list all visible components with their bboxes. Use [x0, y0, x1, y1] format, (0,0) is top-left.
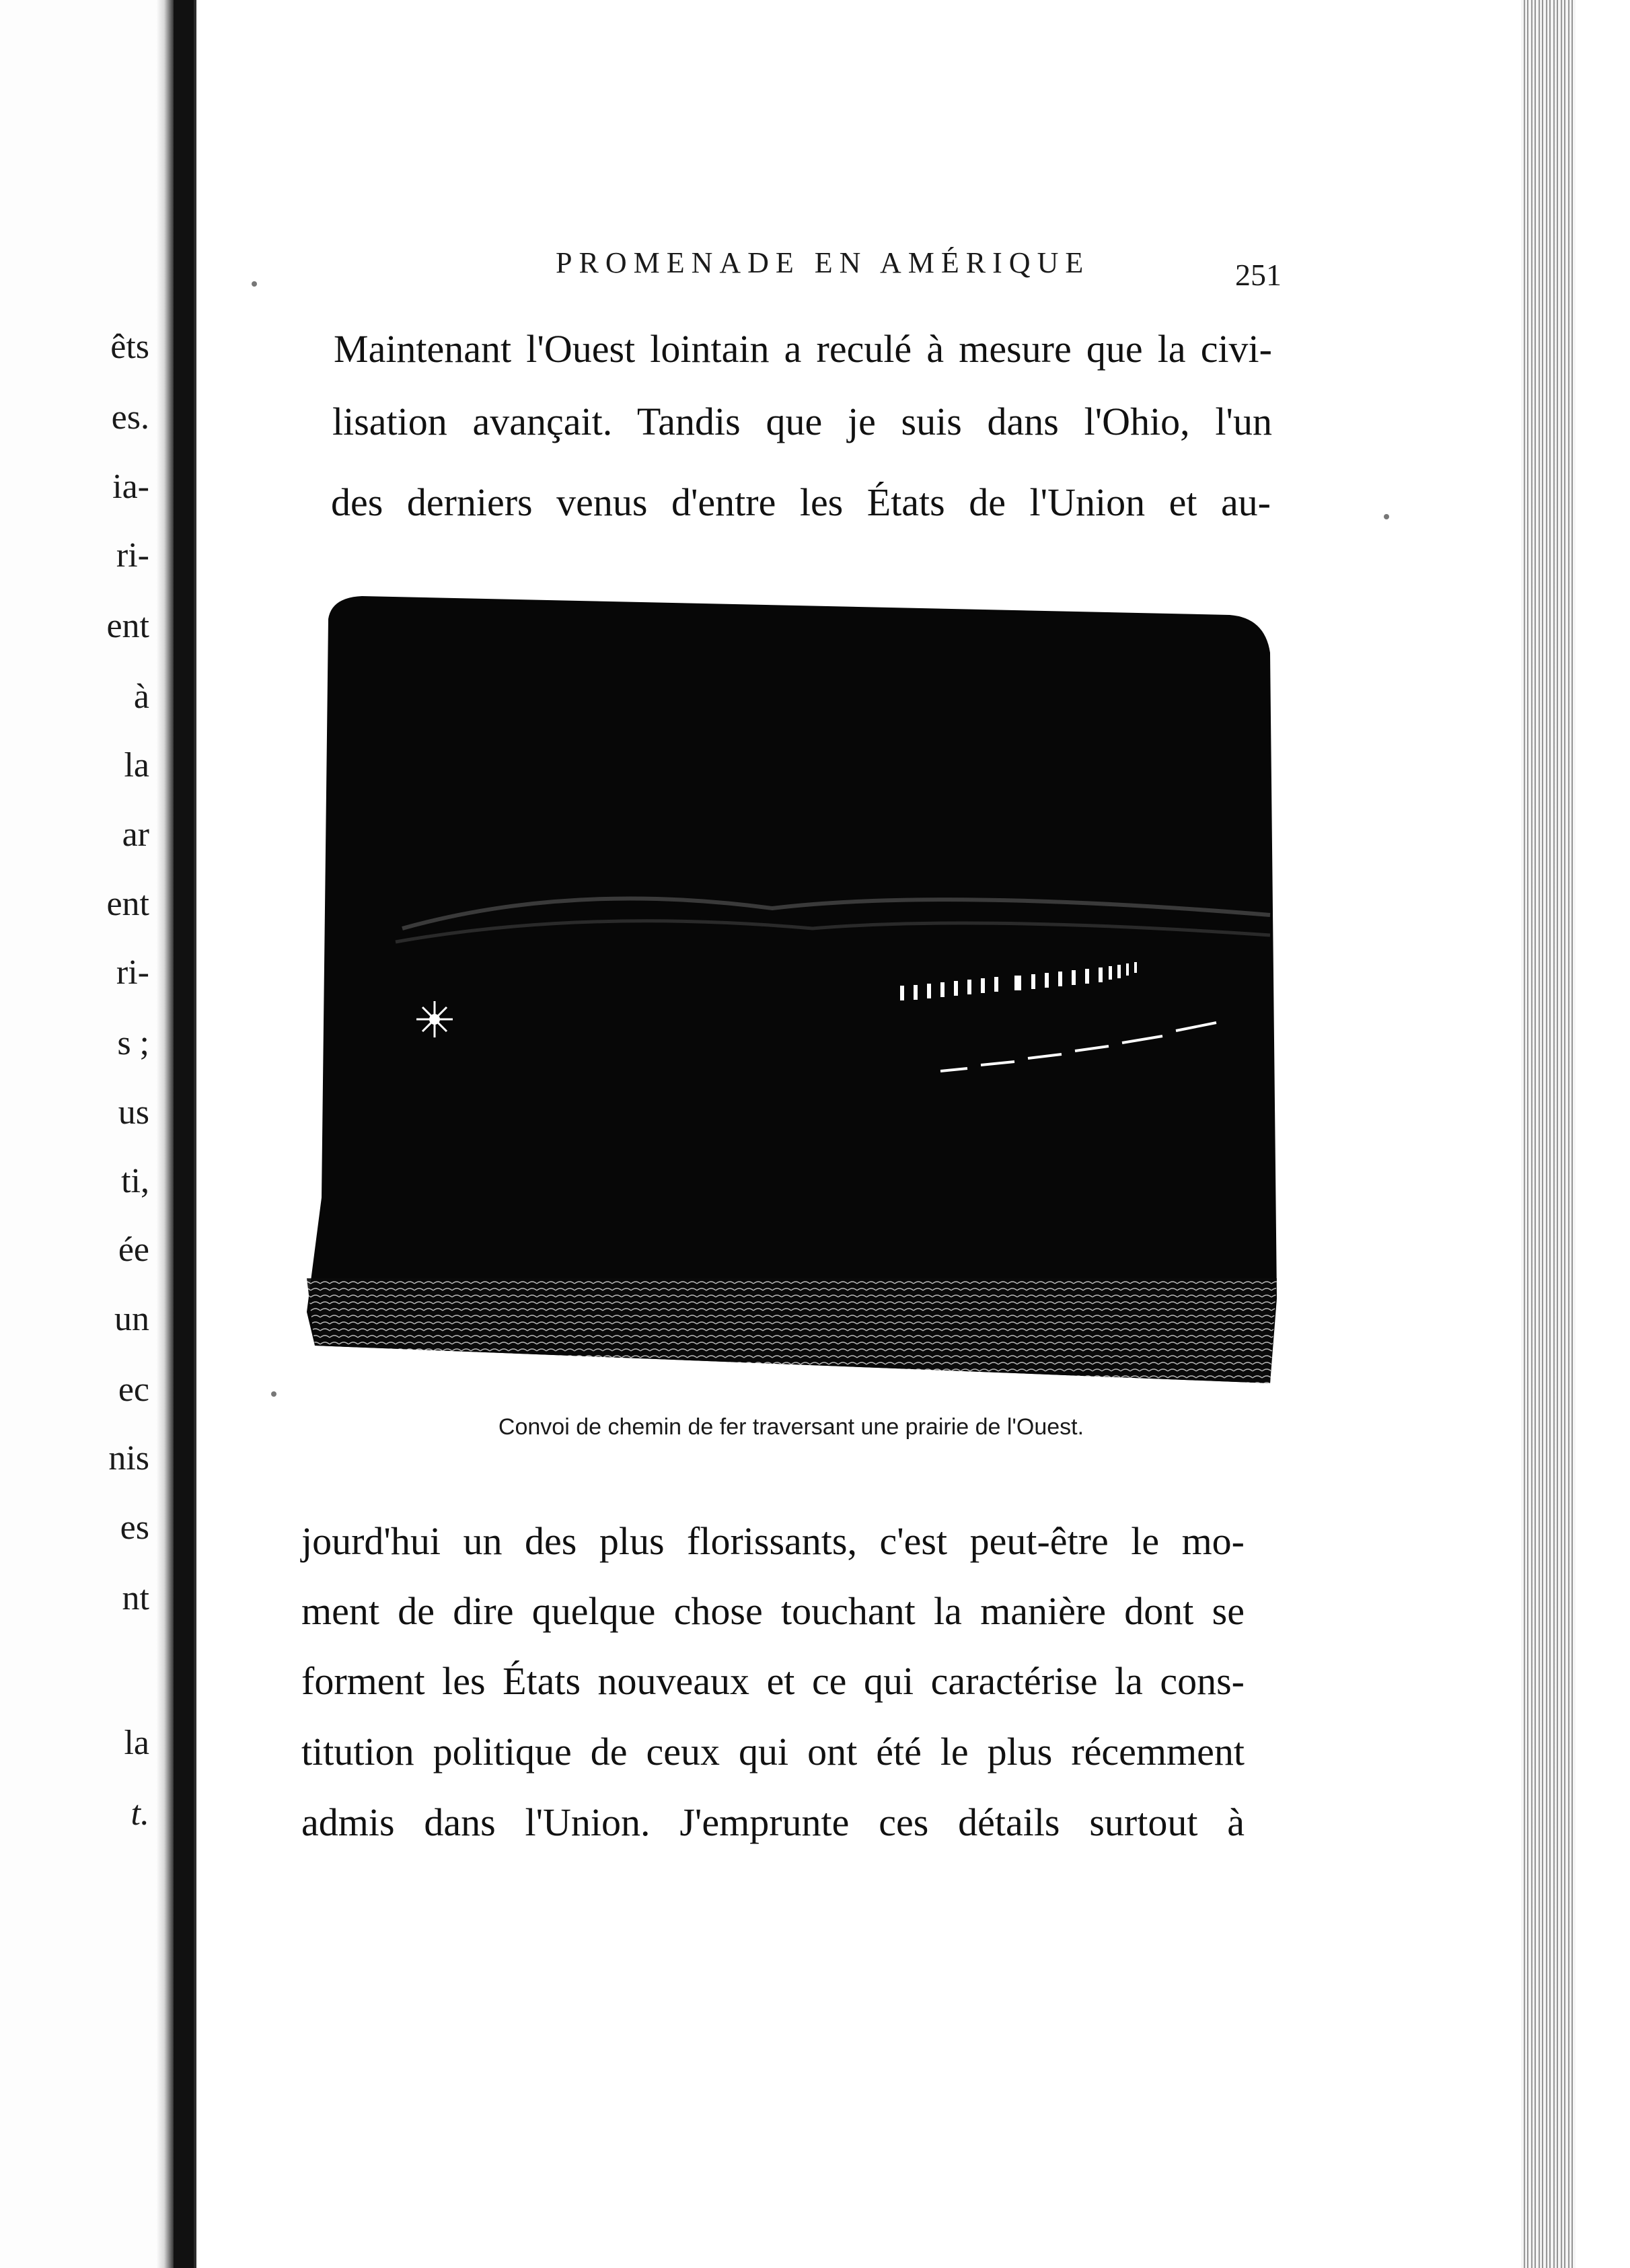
margin-fragment: s ;	[117, 1024, 149, 1062]
text-line: jourd'hui un des plus florissants, c'est peut-être le mo-	[301, 1519, 1245, 1563]
text-line: lisation avançait. Tandis que je suis dans l'Ohio, l'un	[332, 400, 1272, 443]
margin-fragment: t.	[131, 1794, 149, 1833]
margin-fragment: la	[124, 746, 149, 784]
figure-caption: Convoi de chemin de fer traversant une prairie de l'Ouest.	[498, 1414, 1084, 1440]
scan-speck	[1384, 514, 1389, 519]
margin-fragment: un	[114, 1300, 149, 1338]
margin-fragment: es	[120, 1508, 149, 1547]
running-head: PROMENADE EN AMÉRIQUE	[556, 246, 1090, 279]
margin-fragment: la	[124, 1724, 149, 1762]
margin-fragment: ia-	[112, 468, 149, 506]
text-line: admis dans l'Union. J'emprunte ces détails surtout à	[301, 1800, 1245, 1844]
margin-fragment: us	[118, 1093, 149, 1132]
margin-fragment: nis	[108, 1439, 149, 1477]
scan-speck	[252, 281, 257, 287]
margin-fragment: ri-	[116, 536, 149, 575]
scan-speck	[271, 1391, 276, 1397]
margin-fragment: nt	[122, 1579, 149, 1617]
page-stack-edge	[1521, 0, 1576, 2268]
text-line: ment de dire quelque chose touchant la manière dont se	[301, 1589, 1245, 1633]
text-line: Maintenant l'Ouest lointain a reculé à mesure que la civi-	[334, 327, 1272, 371]
page-number: 251	[1235, 258, 1282, 292]
margin-fragment: êts	[110, 328, 149, 366]
margin-fragment: es.	[111, 398, 149, 437]
margin-fragment: ec	[118, 1370, 149, 1409]
margin-fragment: ri-	[116, 953, 149, 992]
margin-fragment: ent	[106, 885, 149, 923]
margin-fragment: ent	[106, 607, 149, 645]
text-line: titution politique de ceux qui ont été le plus récemment	[301, 1730, 1245, 1773]
text-line: des derniers venus d'entre les États de l'Union et au-	[331, 480, 1271, 524]
engraving-illustration	[301, 592, 1290, 1393]
text-line: forment les États nouveaux et ce qui caractérise la cons-	[301, 1659, 1245, 1703]
margin-fragment: ti,	[121, 1162, 149, 1200]
book-gutter-shadow	[174, 0, 194, 2268]
previous-page-margin	[0, 0, 156, 2268]
margin-fragment: à	[133, 678, 149, 716]
margin-fragment: ée	[118, 1231, 149, 1269]
night-train-prairie-engraving	[301, 592, 1290, 1393]
margin-fragment: ar	[122, 815, 149, 854]
previous-page-fragments	[0, 0, 156, 2268]
